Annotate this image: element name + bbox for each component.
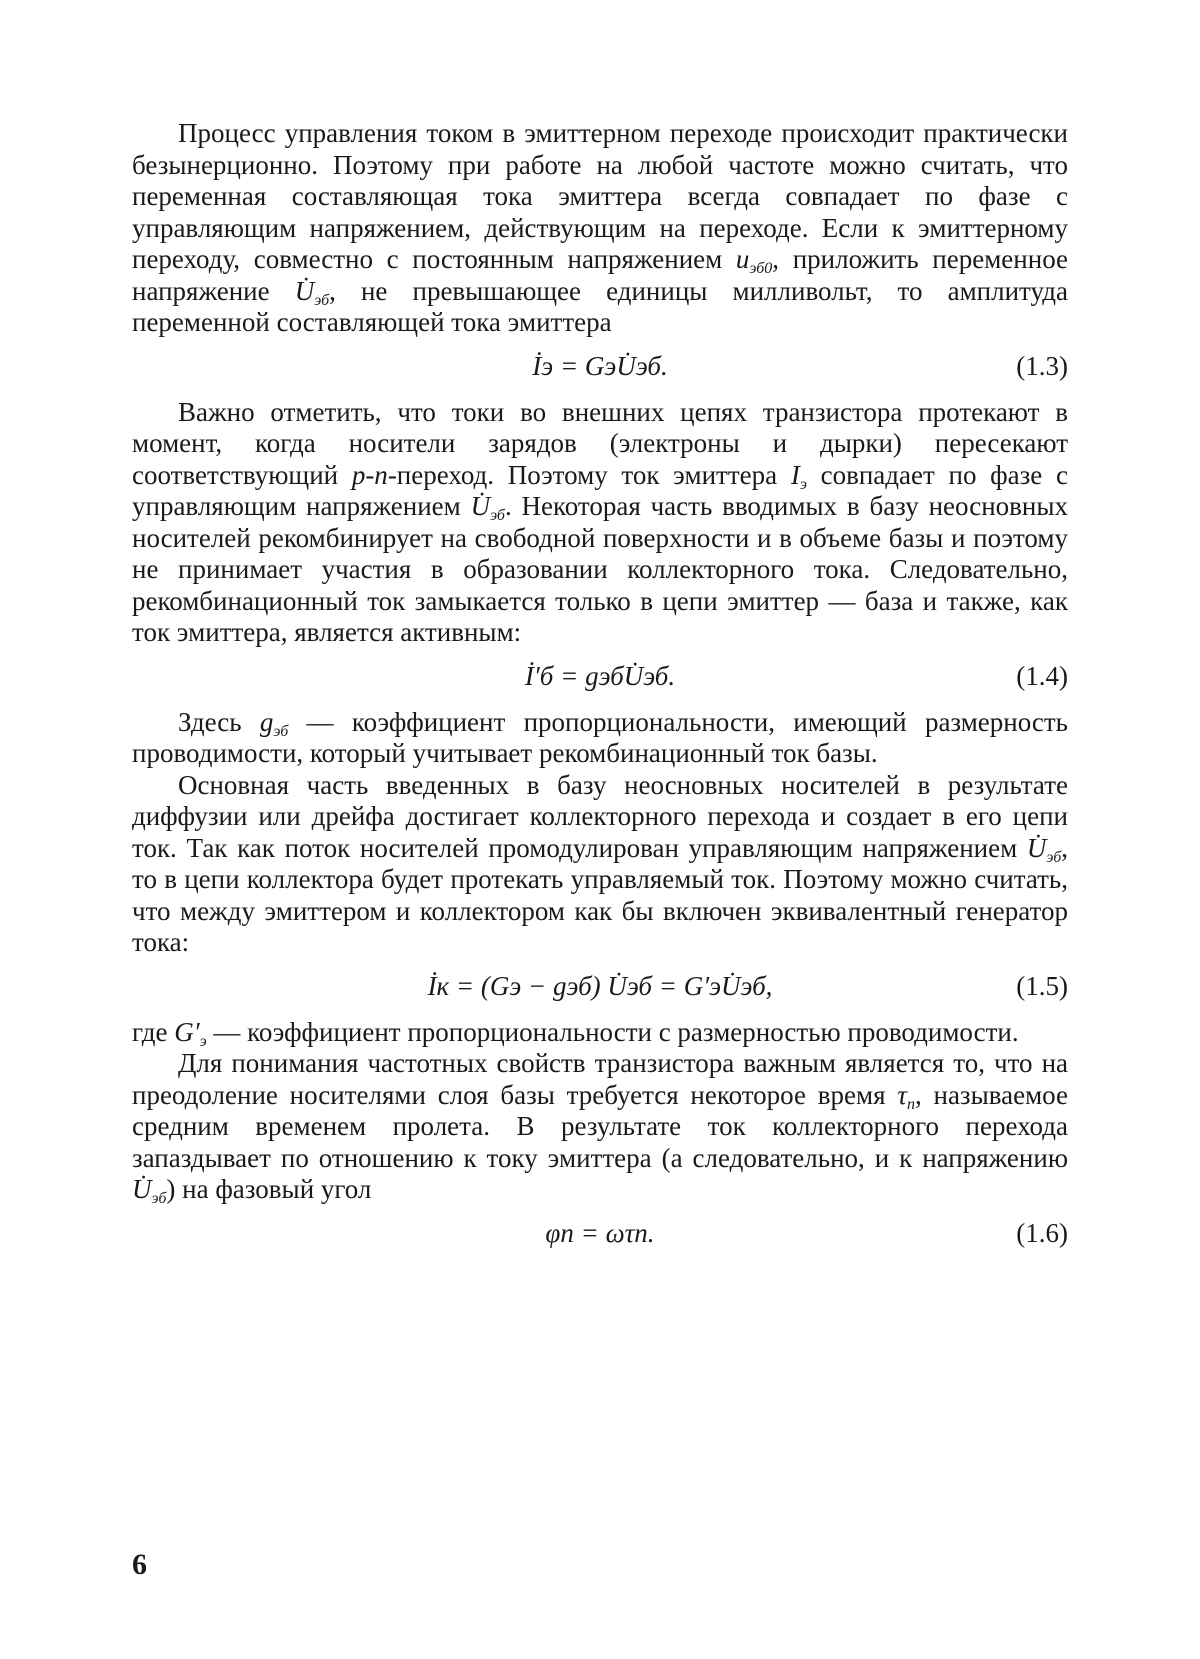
equation-expression: İэ = GэU̇эб. [132, 351, 1068, 383]
symbol-U-eb: U̇эб [132, 1174, 166, 1204]
symbol-U-eb: U̇эб [1027, 833, 1061, 863]
paragraph-5: где G′э — коэффициент пропорциональности с размерностью проводимости. [132, 1017, 1068, 1049]
symbol-U-eb: U̇эб [471, 491, 505, 521]
paragraph-1: Процесс управления током в эмиттерном переходе происходит практически безынерционно. Поэтому при работе на любой частоте можно считать, что переменная составляющая тока эмиттера всегда совпадает по фазе с управляющим напряжением, действующим на переходе. Если к эмиттерному переходу, совместно с постоянным напряжением uэб0, приложить переменное напряжение U̇эб, не превышающее единицы милливольт, то амплитуда переменной составляющей тока эмиттера [132, 118, 1068, 339]
equation-number: (1.3) [1016, 351, 1068, 383]
equation-expression: İк = (Gэ − gэб) U̇эб = G′эU̇эб, [132, 971, 1068, 1003]
symbol-g-eb: gэб [260, 707, 288, 737]
equation-1-5 [132, 959, 1068, 1017]
equation-1-3 [132, 339, 1068, 397]
paragraph-6: Для понимания частотных свойств транзистора важным является то, что на преодоление носителями слоя базы требуется некоторое время τп, называемое средним временем пролета. В результате ток коллекторного перехода запаздывает по отношению к току эмиттера (а следовательно, и к напряжению U̇эб) на фазовый угол [132, 1048, 1068, 1206]
page-body [132, 118, 1068, 1264]
equation-number: (1.4) [1016, 661, 1068, 693]
equation-expression: İ′б = gэбU̇эб. [132, 661, 1068, 693]
symbol-I-e: Iэ [791, 460, 807, 490]
equation-1-4 [132, 649, 1068, 707]
equation-number: (1.6) [1016, 1218, 1068, 1250]
symbol-tau: τп [897, 1080, 915, 1110]
paragraph-3: Здесь gэб — коэффициент пропорциональности, имеющий размерность проводимости, который учитывает рекомбинационный ток базы. [132, 707, 1068, 770]
symbol-G-e-prime: G′э [174, 1017, 206, 1047]
equation-1-6 [132, 1206, 1068, 1264]
equation-number: (1.5) [1016, 971, 1068, 1003]
symbol-u-eb0: uэб0 [736, 244, 772, 274]
term-p-n: p-n [352, 460, 388, 490]
symbol-U-eb: U̇эб [295, 276, 329, 306]
page-number: 6 [132, 1548, 147, 1582]
equation-expression: φп = ωτп. [132, 1218, 1068, 1250]
paragraph-2: Важно отметить, что токи во внешних цепях транзистора протекают в момент, когда носители зарядов (электроны и дырки) пересекают соответствующий p-n-переход. Поэтому ток эмиттера Iэ совпадает по фазе с управляющим напряжением U̇эб. Некоторая часть вводимых в базу неосновных носителей рекомбинирует на свободной поверхности и в объеме базы и поэтому не принимает участия в образовании коллекторного тока. Следовательно, рекомбинационный ток замыкается только в цепи эмиттер — база и также, как ток эмиттера, является активным: [132, 397, 1068, 649]
paragraph-4: Основная часть введенных в базу неосновных носителей в результате диффузии или дрейфа достигает коллекторного перехода и создает в его цепи ток. Так как поток носителей промодулирован управляющим напряжением U̇эб, то в цепи коллектора будет протекать управляемый ток. Поэтому можно считать, что между эмиттером и коллектором как бы включен эквивалентный генератор тока: [132, 770, 1068, 959]
